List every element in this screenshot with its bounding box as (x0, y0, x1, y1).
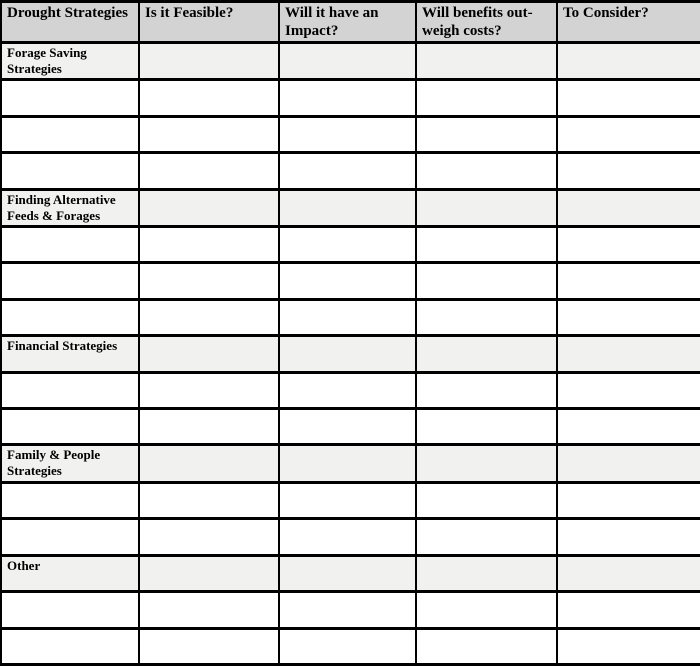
section-row-forage-saving-strategies (1, 43, 700, 80)
fill-in-cell (1, 80, 139, 116)
fill-in-cell (557, 519, 700, 555)
fill-in-cell (416, 445, 557, 482)
fill-in-cell (1, 592, 139, 628)
section-label-cell: Finding Alternative Feeds & Forages (1, 189, 139, 226)
fill-in-cell (416, 116, 557, 152)
fill-in-cell (557, 336, 700, 372)
fill-in-cell (416, 43, 557, 80)
section-row-family-people-strategies (1, 445, 700, 482)
fill-in-cell (279, 43, 416, 80)
fill-in-cell (557, 592, 700, 628)
fill-in-cell (139, 592, 279, 628)
fill-in-cell (139, 519, 279, 555)
fill-in-cell (1, 519, 139, 555)
fill-in-cell (416, 80, 557, 116)
fill-in-cell (557, 227, 700, 263)
fill-in-cell (1, 153, 139, 189)
column-header-is-it-feasible: Is it Feasible? (139, 2, 279, 43)
fill-in-cell (557, 628, 700, 665)
empty-row (1, 227, 700, 263)
fill-in-cell (416, 263, 557, 299)
fill-in-cell (139, 372, 279, 408)
fill-in-cell (139, 409, 279, 445)
fill-in-cell (279, 336, 416, 372)
fill-in-cell (279, 592, 416, 628)
fill-in-cell (139, 555, 279, 591)
fill-in-cell (279, 628, 416, 665)
fill-in-cell (1, 628, 139, 665)
fill-in-cell (557, 43, 700, 80)
fill-in-cell (557, 153, 700, 189)
section-label-cell: Other (1, 555, 139, 591)
table-body (1, 43, 700, 665)
fill-in-cell (557, 299, 700, 335)
empty-row (1, 372, 700, 408)
empty-row (1, 299, 700, 335)
fill-in-cell (279, 482, 416, 518)
section-label-cell: Financial Strategies (1, 336, 139, 372)
fill-in-cell (557, 409, 700, 445)
fill-in-cell (139, 445, 279, 482)
fill-in-cell (416, 189, 557, 226)
fill-in-cell (139, 80, 279, 116)
fill-in-cell (1, 482, 139, 518)
fill-in-cell (279, 153, 416, 189)
fill-in-cell (557, 482, 700, 518)
fill-in-cell (557, 445, 700, 482)
fill-in-cell (1, 227, 139, 263)
empty-row (1, 153, 700, 189)
section-label-cell: Family & People Strategies (1, 445, 139, 482)
fill-in-cell (139, 628, 279, 665)
fill-in-cell (416, 482, 557, 518)
fill-in-cell (416, 336, 557, 372)
column-header-drought-strategies: Drought Strategies (1, 2, 139, 43)
section-row-finding-alternative-feeds-forages (1, 189, 700, 226)
fill-in-cell (557, 116, 700, 152)
column-header-will-it-have-an-impact: Will it have an Impact? (279, 2, 416, 43)
fill-in-cell (416, 409, 557, 445)
fill-in-cell (279, 227, 416, 263)
fill-in-cell (279, 263, 416, 299)
fill-in-cell (416, 299, 557, 335)
empty-row (1, 482, 700, 518)
section-row-other (1, 555, 700, 591)
fill-in-cell (1, 116, 139, 152)
fill-in-cell (279, 189, 416, 226)
fill-in-cell (139, 482, 279, 518)
fill-in-cell (416, 153, 557, 189)
fill-in-cell (557, 263, 700, 299)
fill-in-cell (279, 445, 416, 482)
fill-in-cell (1, 372, 139, 408)
empty-row (1, 519, 700, 555)
fill-in-cell (1, 409, 139, 445)
fill-in-cell (416, 372, 557, 408)
column-header-will-benefits-outweigh-costs: Will benefits out-weigh costs? (416, 2, 557, 43)
section-label-cell: Forage Saving Strategies (1, 43, 139, 80)
fill-in-cell (279, 519, 416, 555)
fill-in-cell (557, 372, 700, 408)
fill-in-cell (139, 153, 279, 189)
fill-in-cell (139, 336, 279, 372)
fill-in-cell (139, 116, 279, 152)
fill-in-cell (416, 628, 557, 665)
empty-row (1, 80, 700, 116)
fill-in-cell (1, 263, 139, 299)
empty-row (1, 116, 700, 152)
fill-in-cell (139, 227, 279, 263)
fill-in-cell (139, 189, 279, 226)
fill-in-cell (139, 43, 279, 80)
empty-row (1, 592, 700, 628)
fill-in-cell (557, 80, 700, 116)
fill-in-cell (416, 592, 557, 628)
fill-in-cell (139, 263, 279, 299)
fill-in-cell (279, 372, 416, 408)
empty-row (1, 409, 700, 445)
section-row-financial-strategies (1, 336, 700, 372)
fill-in-cell (279, 116, 416, 152)
fill-in-cell (416, 519, 557, 555)
fill-in-cell (416, 227, 557, 263)
fill-in-cell (139, 299, 279, 335)
column-header-to-consider: To Consider? (557, 2, 700, 43)
fill-in-cell (557, 189, 700, 226)
fill-in-cell (1, 299, 139, 335)
fill-in-cell (279, 555, 416, 591)
header-row (1, 2, 700, 43)
fill-in-cell (279, 409, 416, 445)
fill-in-cell (557, 555, 700, 591)
fill-in-cell (416, 555, 557, 591)
empty-row (1, 263, 700, 299)
empty-row (1, 628, 700, 665)
fill-in-cell (279, 299, 416, 335)
fill-in-cell (279, 80, 416, 116)
